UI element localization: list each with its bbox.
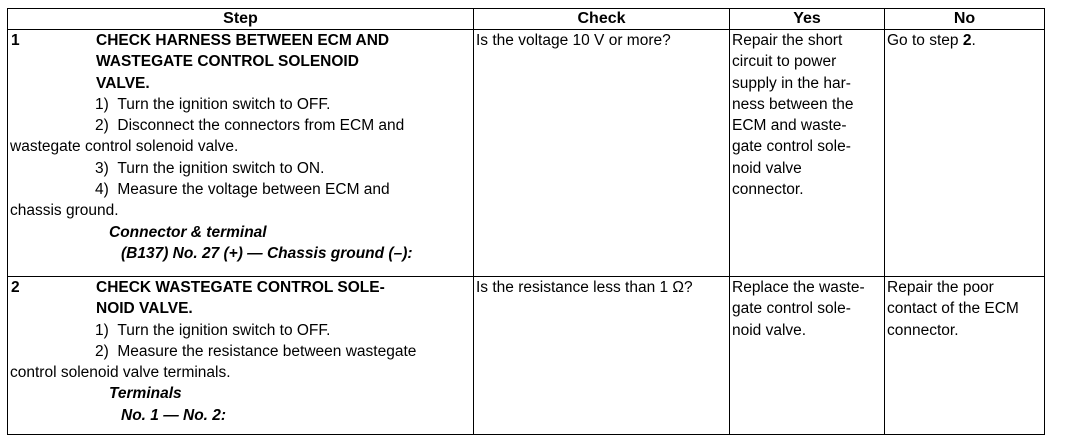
spec-label: Connector & terminal <box>109 223 267 241</box>
yes-line: connector. <box>732 181 804 199</box>
step-instruction-line: 4) Measure the voltage between ECM and <box>95 181 390 199</box>
step-instruction-line: 2) Measure the resistance between wastegate <box>95 342 417 360</box>
no-line: contact of the ECM <box>887 300 1019 318</box>
yes-line: circuit to power <box>732 53 837 71</box>
step-title <box>96 277 471 320</box>
step-title-line: NOID VALVE. <box>96 300 193 318</box>
yes-line: gate control sole- <box>732 300 851 318</box>
table-row <box>8 277 1045 435</box>
yes-line: Replace the waste- <box>732 279 865 296</box>
step-title-line: CHECK HARNESS BETWEEN ECM AND <box>96 32 390 49</box>
spec-value: (B137) No. 27 (+) — Chassis ground (–): <box>121 244 413 262</box>
yes-line: supply in the har- <box>732 74 851 92</box>
step-instruction-line: 2) Disconnect the connectors from ECM and <box>95 117 405 135</box>
header-no: No <box>885 9 1045 30</box>
spec-label: Terminals <box>109 385 182 403</box>
yes-line: noid valve. <box>732 321 807 339</box>
step-instruction-line: chassis ground. <box>10 202 119 220</box>
yes-line: ECM and waste- <box>732 117 847 135</box>
header-yes: Yes <box>730 9 885 30</box>
step-instruction-line: control solenoid valve terminals. <box>10 364 231 382</box>
header-row <box>8 9 1045 30</box>
step-instruction-line: 3) Turn the ignition switch to ON. <box>95 159 325 177</box>
yes-line: noid valve <box>732 159 802 177</box>
step-title-line: VALVE. <box>96 74 150 92</box>
no-cell <box>885 277 1045 435</box>
step-cell <box>8 277 474 435</box>
step-instruction-line: wastegate control solenoid valve. <box>10 138 239 156</box>
no-step-ref: 2 <box>962 32 972 49</box>
step-number: 2 <box>11 279 20 296</box>
yes-cell <box>730 30 885 277</box>
spec-value: No. 1 — No. 2: <box>121 406 227 424</box>
step-title <box>96 30 471 94</box>
check-cell: Is the resistance less than 1 Ω? <box>474 277 730 435</box>
yes-line: Repair the short <box>732 32 843 49</box>
no-text-suffix: . <box>971 32 976 49</box>
step-number: 1 <box>11 32 20 49</box>
step-cell <box>8 30 474 277</box>
diagnostic-table <box>7 8 1045 435</box>
check-cell: Is the voltage 10 V or more? <box>474 30 730 277</box>
step-title-line: CHECK WASTEGATE CONTROL SOLE- <box>96 279 385 296</box>
no-cell <box>885 30 1045 277</box>
yes-line: gate control sole- <box>732 138 851 156</box>
no-line: Repair the poor <box>887 279 994 296</box>
no-line: connector. <box>887 321 959 339</box>
step-title-line: WASTEGATE CONTROL SOLENOID <box>96 53 359 71</box>
header-step: Step <box>8 9 474 30</box>
header-check: Check <box>474 9 730 30</box>
yes-cell <box>730 277 885 435</box>
step-instruction-line: 1) Turn the ignition switch to OFF. <box>95 95 331 113</box>
no-text-prefix: Go to step <box>887 32 963 49</box>
yes-line: ness between the <box>732 95 854 113</box>
table-row <box>8 30 1045 277</box>
step-instruction-line: 1) Turn the ignition switch to OFF. <box>95 321 331 339</box>
